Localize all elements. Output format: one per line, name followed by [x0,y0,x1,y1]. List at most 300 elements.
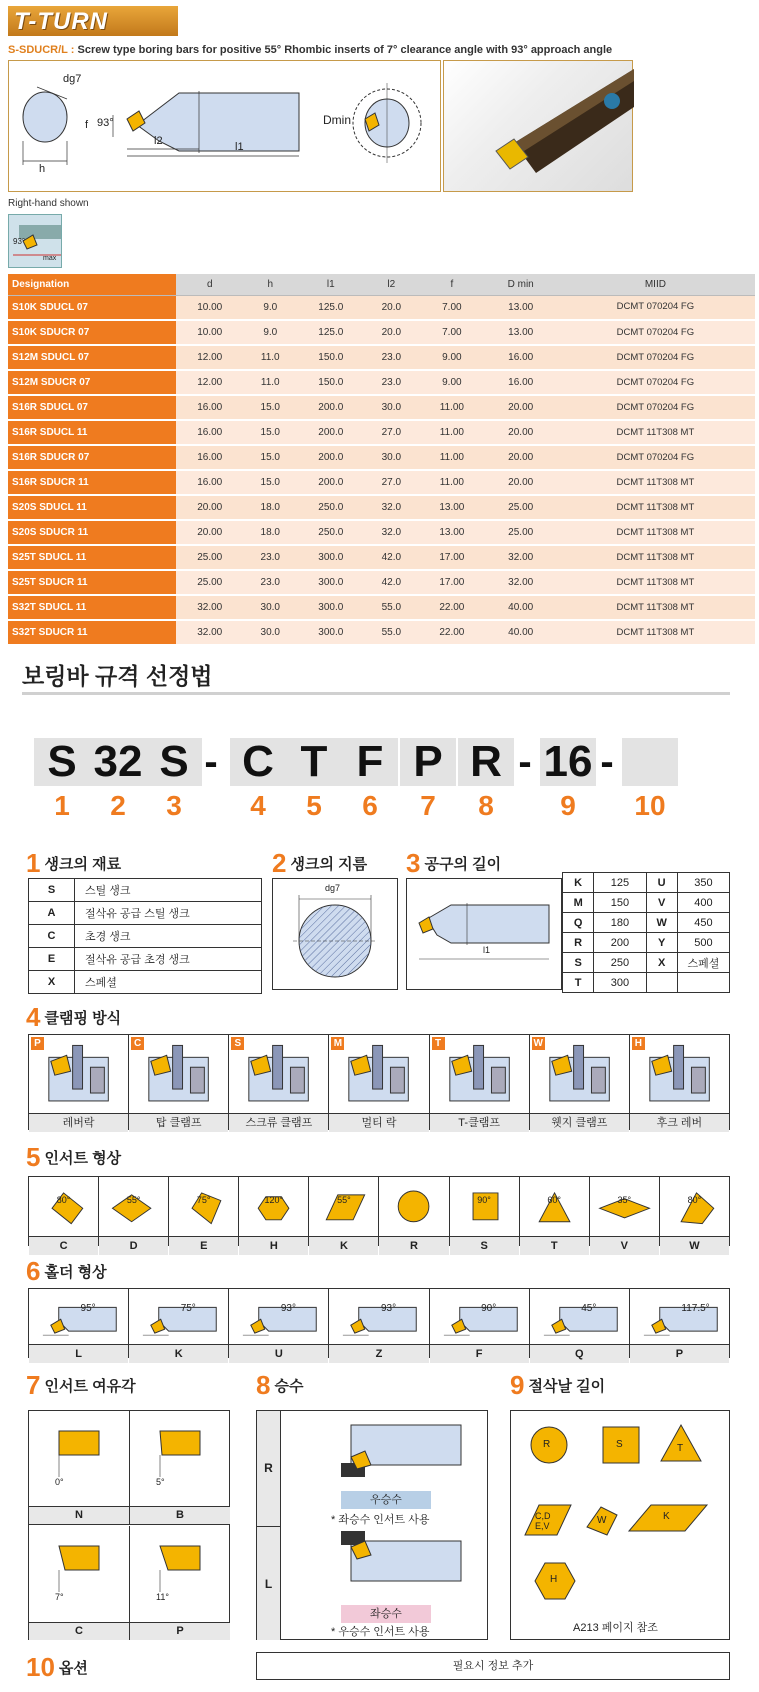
length-value: 180 [594,913,646,933]
clamp-picture [229,1035,328,1113]
value-cell: 300.0 [297,620,364,645]
value-cell: 15.0 [243,470,297,495]
shape-cdev-label: C,D E,V [535,1511,551,1531]
insert-code: E [169,1236,238,1255]
value-cell: 32.00 [176,620,243,645]
designation-cell: S12M SDUCR 07 [8,370,176,395]
table-row [563,973,730,993]
label-angle: 93° [97,117,114,129]
table-row [563,913,730,933]
insert-picture [520,1177,589,1236]
specification-table [8,274,755,646]
shape-w-label: W [597,1515,607,1526]
guide-title: 보링바 규격 선정법 [22,663,213,689]
material-desc: 절삭유 공급 초경 생크 [75,948,262,971]
material-desc: 절삭유 공급 스틸 생크 [75,902,262,925]
holder-code: F [430,1344,529,1363]
product-photo [443,60,633,192]
right-hand-note: * 좌승수 인서트 사용 [331,1514,430,1526]
value-cell: DCMT 11T308 MT [556,470,755,495]
table-header-row [8,274,755,295]
right-hand-badge: 우승수 [341,1491,431,1509]
table-row [8,570,755,595]
length-code: M [563,893,594,913]
position-number: 2 [110,790,126,821]
clearance-angle: 0° [55,1477,64,1487]
value-cell: 30.0 [243,595,297,620]
options-note: 필요시 정보 추가 [256,1652,730,1680]
code-box: 16 [540,738,596,786]
hand-of-tool-figure [256,1410,488,1640]
table-row [563,953,730,973]
position-number: 4 [250,790,266,821]
insert-angle: 60° [547,1195,562,1205]
value-cell: 12.00 [176,370,243,395]
tool-length-table [562,872,730,993]
holder-angle: 45° [581,1303,597,1314]
value-cell: 13.00 [486,320,556,345]
clearance-c [29,1526,130,1640]
table-row [8,395,755,420]
value-cell: 20.00 [486,395,556,420]
section-7-title: 7 인서트 여유각 [26,1370,136,1400]
value-cell: 250.0 [297,520,364,545]
value-cell: 9.0 [243,295,297,320]
table-row [29,902,262,925]
value-cell: 11.0 [243,370,297,395]
code-box: C [230,738,286,786]
insert-shape-t [520,1177,590,1252]
code-box: 32 [90,738,146,786]
column-header: d [176,274,243,295]
holder-picture [630,1289,729,1344]
insert-shape-v [590,1177,660,1252]
insert-shape-d [99,1177,169,1252]
value-cell: 10.00 [176,320,243,345]
length-value: 250 [594,953,646,973]
length-value: 450 [677,913,729,933]
right-hand-label: R [257,1411,281,1526]
shape-h-label: H [550,1574,558,1585]
code-box: P [400,738,456,786]
clamp-picture [630,1035,729,1113]
holder-picture [530,1289,629,1344]
holder-style-f [430,1289,530,1360]
insert-angle: 80° [56,1195,71,1205]
shape-s-label: S [616,1439,623,1450]
code-box: S [146,738,202,786]
value-cell: 10.00 [176,295,243,320]
holder-style-k [129,1289,229,1360]
value-cell: 23.0 [365,345,419,370]
insert-code: S [450,1236,519,1255]
value-cell: DCMT 070204 FG [556,395,755,420]
clearance-angle: 7° [55,1592,64,1602]
insert-code: H [239,1236,308,1255]
material-code: A [29,902,75,925]
holder-picture [430,1289,529,1344]
value-cell: 25.00 [176,570,243,595]
clamp-type-t [430,1035,530,1129]
value-cell: 25.00 [486,495,556,520]
holder-style-p [630,1289,729,1360]
insert-angle: 120° [264,1195,284,1205]
value-cell: 22.00 [418,595,485,620]
table-row [8,545,755,570]
value-cell: 25.00 [176,545,243,570]
value-cell: 32.00 [486,545,556,570]
title-underline [22,692,730,695]
insert-code: D [99,1236,168,1255]
value-cell: 32.00 [486,570,556,595]
value-cell: 15.0 [243,420,297,445]
value-cell: 32.0 [365,520,419,545]
value-cell: DCMT 11T308 MT [556,570,755,595]
value-cell: 16.00 [486,345,556,370]
value-cell: 40.00 [486,620,556,645]
value-cell: 30.0 [365,395,419,420]
value-cell: 27.0 [365,470,419,495]
value-cell: 27.0 [365,420,419,445]
clearance-angle-figure [28,1410,230,1640]
insert-code: C [29,1236,98,1255]
clearance-angle: 5° [156,1477,165,1487]
holder-picture [29,1289,128,1344]
section-1-title: 1 생크의 재료 [26,848,122,878]
section-6-title: 6 홀더 형상 [26,1256,107,1286]
table-row [29,925,262,948]
holder-angle: 95° [80,1303,96,1314]
clamp-code: H [632,1037,645,1050]
designation-cell: S16R SDUCR 07 [8,445,176,470]
shape-k-label: K [663,1511,670,1522]
label-h: h [39,163,46,175]
value-cell: 16.00 [176,470,243,495]
length-code: T [563,973,594,993]
value-cell: DCMT 11T308 MT [556,620,755,645]
value-cell: 200.0 [297,420,364,445]
value-cell: 32.0 [365,495,419,520]
designation-cell: S16R SDUCL 11 [8,420,176,445]
clearance-p [130,1526,230,1640]
clamp-type-c [129,1035,229,1129]
code-box: S [34,738,90,786]
material-code: S [29,879,75,902]
length-code: U [646,873,677,893]
length-value: 150 [594,893,646,913]
clamp-type-p [29,1035,129,1129]
insert-shape-w [660,1177,729,1252]
designation-cell: S20S SDUCR 11 [8,520,176,545]
table-row [8,595,755,620]
clearance-angle: 11° [156,1592,169,1602]
length-value: 스페셜 [677,953,729,973]
boring-bar-illustration [444,61,634,193]
left-hand-badge: 좌승수 [341,1605,431,1623]
value-cell: 9.00 [418,345,485,370]
length-value: 125 [594,873,646,893]
designation-cell: S32T SDUCR 11 [8,620,176,645]
code-box: T [286,738,342,786]
code-box: F [342,738,398,786]
length-code [646,973,677,993]
holder-code: Z [329,1344,428,1363]
section-4-title: 4 클램핑 방식 [26,1002,122,1032]
value-cell: 9.0 [243,320,297,345]
label-dmin: Dmin [323,113,352,127]
holder-style-z [329,1289,429,1360]
label-l1: l1 [235,141,244,153]
length-code: S [563,953,594,973]
value-cell: 125.0 [297,320,364,345]
length-value: 300 [594,973,646,993]
value-cell: 32.00 [176,595,243,620]
clamp-picture [530,1035,629,1113]
value-cell: 11.00 [418,445,485,470]
value-cell: 13.00 [486,295,556,320]
insert-angle: 35° [617,1195,632,1205]
insert-picture [29,1177,98,1236]
insert-angle: 55° [337,1195,351,1205]
value-cell: 9.00 [418,370,485,395]
cutting-edge-length-figure [510,1410,730,1640]
thumb-angle-label: 93° [13,237,26,246]
clamp-picture [430,1035,529,1113]
table-row [563,893,730,913]
insert-picture [379,1177,448,1236]
section-9-title: 9 절삭날 길이 [510,1370,606,1400]
clamp-label: 탑 클램프 [129,1113,228,1132]
value-cell: 250.0 [297,495,364,520]
dg7-label: dg7 [325,883,341,893]
material-desc: 초경 생크 [75,925,262,948]
insert-code: V [590,1236,659,1255]
length-code: V [646,893,677,913]
table-row [563,933,730,953]
shape-t-label: T [677,1443,684,1454]
clearance-code: P [130,1622,230,1640]
technical-drawing [8,60,441,192]
value-cell: 200.0 [297,470,364,495]
value-cell: 55.0 [365,595,419,620]
label-f: f [85,119,89,131]
holder-code: Q [530,1344,629,1363]
table-row [8,470,755,495]
product-subtitle: S-SDUCR/L : Screw type boring bars for positive 55° Rhombic inserts of 7° clearance angle with 93° approach angle [8,44,613,56]
value-cell: 23.0 [365,370,419,395]
section-2-title: 2 생크의 지름 [272,848,368,878]
value-cell: 13.00 [418,520,485,545]
clamp-code: W [533,1038,543,1049]
label-dg7: dg7 [63,73,82,85]
value-cell: 16.00 [486,370,556,395]
approach-angle-thumbnail [8,214,62,268]
designation-cell: S16R SDUCL 07 [8,395,176,420]
value-cell: 17.00 [418,545,485,570]
thumb-max-label: max [43,255,57,262]
material-code: C [29,925,75,948]
table-row [8,520,755,545]
section-5-title: 5 인서트 형상 [26,1142,122,1172]
value-cell: 300.0 [297,545,364,570]
clamp-label: 레버락 [29,1113,128,1132]
insert-picture [169,1177,238,1236]
holder-angle: 117.5° [681,1303,710,1314]
value-cell: 16.00 [176,445,243,470]
holder-code: L [29,1344,128,1363]
value-cell: 16.00 [176,395,243,420]
material-desc: 스페셜 [75,971,262,994]
clamp-code: M [331,1037,344,1050]
holder-picture [129,1289,228,1344]
clamp-type-h [630,1035,729,1129]
value-cell: 55.0 [365,620,419,645]
value-cell: 7.00 [418,295,485,320]
code-box [622,738,678,786]
section-8-title: 8 승수 [256,1370,304,1400]
clamp-picture [329,1035,428,1113]
table-row [8,620,755,645]
holder-style-grid [28,1288,730,1358]
value-cell: 18.0 [243,520,297,545]
value-cell: 11.00 [418,395,485,420]
brand-logo: T-TURN [8,6,178,36]
position-number: 10 [634,790,666,821]
position-number: 8 [478,790,494,821]
value-cell: 300.0 [297,570,364,595]
value-cell: 20.00 [176,520,243,545]
holder-picture [329,1289,428,1344]
table-row [8,345,755,370]
length-code: Q [563,913,594,933]
value-cell: 22.00 [418,620,485,645]
length-code: X [646,953,677,973]
holder-picture [229,1289,328,1344]
position-number: 6 [362,790,378,821]
clearance-code: B [130,1506,230,1524]
code-dash: - [518,740,532,784]
clamp-code: S [231,1037,244,1050]
table-row [8,495,755,520]
clamping-system-grid [28,1034,730,1130]
value-cell: 7.00 [418,320,485,345]
clamp-label: T-클램프 [430,1113,529,1132]
table-row [8,320,755,345]
clamp-code: T [432,1037,445,1050]
column-header: h [243,274,297,295]
length-value: 350 [677,873,729,893]
insert-code: K [309,1236,378,1255]
length-value: 200 [594,933,646,953]
shank-material-table [28,878,262,994]
column-header: D min [486,274,556,295]
position-number: 1 [54,790,70,821]
designation-cell: S25T SDUCL 11 [8,545,176,570]
column-header: MIID [556,274,755,295]
clamp-type-m [329,1035,429,1129]
value-cell: 42.0 [365,545,419,570]
designation-cell: S12M SDUCL 07 [8,345,176,370]
value-cell: 16.00 [176,420,243,445]
value-cell: DCMT 11T308 MT [556,495,755,520]
column-header: l2 [365,274,419,295]
designation-cell: S16R SDUCR 11 [8,470,176,495]
insert-picture [450,1177,519,1236]
code-dash: - [204,740,218,784]
clearance-code: N [29,1506,129,1524]
position-number: 7 [420,790,436,821]
holder-angle: 75° [180,1303,196,1314]
value-cell: 15.0 [243,445,297,470]
designation-cell: S25T SDUCR 11 [8,570,176,595]
value-cell: 18.0 [243,495,297,520]
table-row [29,971,262,994]
table-row [8,420,755,445]
clearance-b [130,1411,230,1525]
clamp-label: 멀티 락 [329,1113,428,1132]
insert-angle: 75° [196,1195,211,1205]
value-cell: 20.0 [365,295,419,320]
length-code: W [646,913,677,933]
code-dash: - [600,740,614,784]
insert-angle: 55° [126,1195,141,1205]
holder-code: P [630,1344,729,1363]
left-hand-note: * 우승수 인서트 사용 [331,1626,430,1638]
shank-diameter-figure [272,878,398,990]
insert-code: T [520,1236,589,1255]
value-cell: 20.00 [486,445,556,470]
clamp-code: C [131,1037,144,1050]
insert-picture [239,1177,308,1236]
table-row [29,948,262,971]
insert-shape-e [169,1177,239,1252]
value-cell: DCMT 070204 FG [556,445,755,470]
insert-code: W [660,1236,729,1255]
right-hand-note: Right-hand shown [8,198,89,209]
value-cell: DCMT 11T308 MT [556,595,755,620]
value-cell: 11.00 [418,470,485,495]
length-value: 500 [677,933,729,953]
holder-code: K [129,1344,228,1363]
value-cell: 150.0 [297,345,364,370]
insert-shape-c [29,1177,99,1252]
value-cell: 17.00 [418,570,485,595]
table-row [563,873,730,893]
shape-r-label: R [543,1439,551,1450]
column-header: l1 [297,274,364,295]
clamp-label: 스크류 클램프 [229,1113,328,1132]
table-row [29,879,262,902]
value-cell: 20.0 [365,320,419,345]
designation-cell: S20S SDUCL 11 [8,495,176,520]
holder-style-l [29,1289,129,1360]
clamp-picture [29,1035,128,1113]
value-cell: DCMT 070204 FG [556,295,755,320]
value-cell: 40.00 [486,595,556,620]
value-cell: 23.0 [243,545,297,570]
length-value [677,973,729,993]
clearance-n [29,1411,130,1525]
l1-label: l1 [483,945,491,955]
value-cell: DCMT 11T308 MT [556,420,755,445]
insert-shape-s [450,1177,520,1252]
holder-angle: 90° [481,1303,497,1314]
length-code: K [563,873,594,893]
value-cell: DCMT 070204 FG [556,370,755,395]
value-cell: 20.00 [176,495,243,520]
column-header: Designation [8,274,176,295]
length-code: R [563,933,594,953]
